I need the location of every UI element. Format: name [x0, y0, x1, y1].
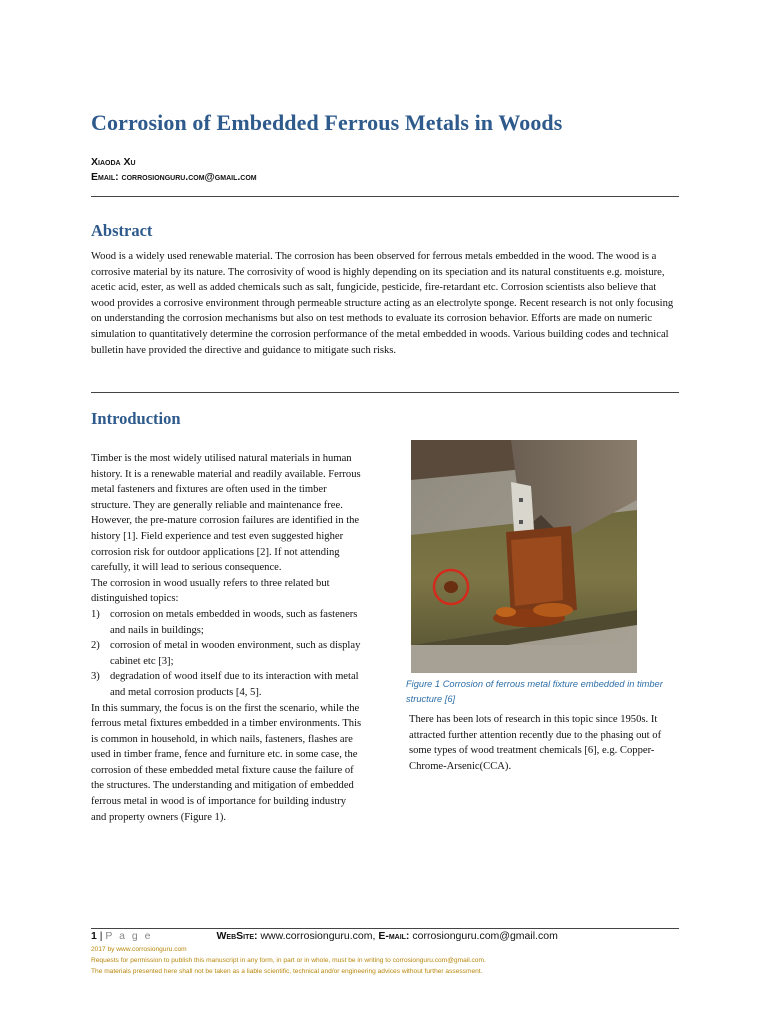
disclaimer-note: The materials presented here shall not be taken as a liable scientific, technical and/or engineering advices without further assessment. [91, 968, 483, 975]
list-item [91, 607, 363, 638]
abstract-body: Wood is a widely used renewable material. The corrosion has been observed for ferrous metals embedded in the wood. The wood is a corrosive material by its nature. The corrosivity of wood is highly depending on its speciation and its natural constituents e.g. moisture, acetic acid, ester, as well as added chemicals such as salt, fungicide, pesticide, fire-retardant etc. Corrosion scientists also believe that wood provides a corrosive environment through permeable structure acting as an electrolyte sponge. Recent research is not only focusing on understanding the corrosion mechanisms but also on test methods to evaluate its corrosion behavior. Efforts are made on numeric simulation to quantitatively determine the corrosion performance of the metal embedded in woods. Various building codes and technical bulletin have provided the directive and guidance to mitigate such risks. [91, 251, 674, 356]
author-name: Xiaoda Xu [91, 156, 136, 168]
intro-paragraph-2: The corrosion in wood usually refers to three related but distinguished topics: [91, 577, 330, 605]
corrosion-topics-list [91, 607, 363, 701]
introduction-heading: Introduction [91, 409, 181, 428]
list-item [91, 638, 363, 669]
email-label: E-mail: [378, 930, 410, 942]
footer-divider [91, 928, 679, 929]
list-item-text: corrosion of metal in wooden environment, such as display cabinet etc [3]; [110, 640, 361, 667]
list-item-number: 3) [91, 671, 100, 683]
intro-right-paragraph: There has been lots of research in this topic since 1950s. It attracted further attention recently due to the phasing out of some types of wood treatment chemicals [6], e.g. Copper-Chrome-Arsenic(CCA). [409, 714, 662, 772]
author-email: Email: corrosionguru.com@gmail.com [91, 171, 257, 183]
paper-title: Corrosion of Embedded Ferrous Metals in Woods [91, 110, 563, 135]
list-item [91, 669, 363, 700]
divider-abstract [91, 392, 679, 393]
list-item-number: 2) [91, 640, 100, 652]
email-link[interactable]: corrosionguru.com@gmail.com [409, 930, 558, 942]
page-separator: | [96, 930, 106, 942]
list-item-number: 1) [91, 608, 100, 620]
permission-note: Requests for permission to publish this manuscript in any form, in part or in whole, must be in writing to corrosionguru.com@gmail.com. [91, 957, 486, 964]
intro-paragraph-1: Timber is the most widely utilised natural materials in human history. It is a renewable material and readily available. Ferrous metal fasteners and fixtures are often used in the timber structure. They are generally reliable and maintenance free. However, the pre-mature corrosion failures are identified in the history [1]. Field experience and test even suggested higher corrosion risk for outdoor applications [2]. If not attending carefully, it will lead to serious consequence. [91, 453, 361, 574]
page-word: P a g e [105, 930, 153, 942]
divider-top [91, 196, 679, 197]
figure-1-caption: Figure 1 Corrosion of ferrous metal fixture embedded in timber structure [6] [406, 679, 663, 704]
introduction-left-column [91, 451, 363, 825]
corroded-fixture-photo [411, 440, 637, 673]
intro-paragraph-3: In this summary, the focus is on the first the scenario, while the ferrous metal fixtures embedded in a timber environments. This is common in household, in which nails, fasteners, flashes are used in timber frame, fence and furniture etc. in some case, the corrosion of these embedded metal fixture cause the failure of the structures. The understanding and mitigation of embedded ferrous metal in wood is of importance for building industry and property owners (Figure 1). [91, 702, 362, 823]
website-label: WebSite: [216, 930, 258, 942]
website-link[interactable]: www.corrosionguru.com, [257, 930, 379, 942]
page-number: 1 [91, 930, 97, 942]
copyright-note: 2017 by www.corrosionguru.com [91, 946, 187, 953]
page-footer [91, 930, 691, 942]
list-item-text: corrosion on metals embedded in woods, such as fasteners and nails in buildings; [110, 608, 358, 636]
list-item-text: degradation of wood itself due to its interaction with metal and metal corrosion products [4, 5]. [110, 671, 359, 698]
abstract-heading: Abstract [91, 221, 153, 240]
